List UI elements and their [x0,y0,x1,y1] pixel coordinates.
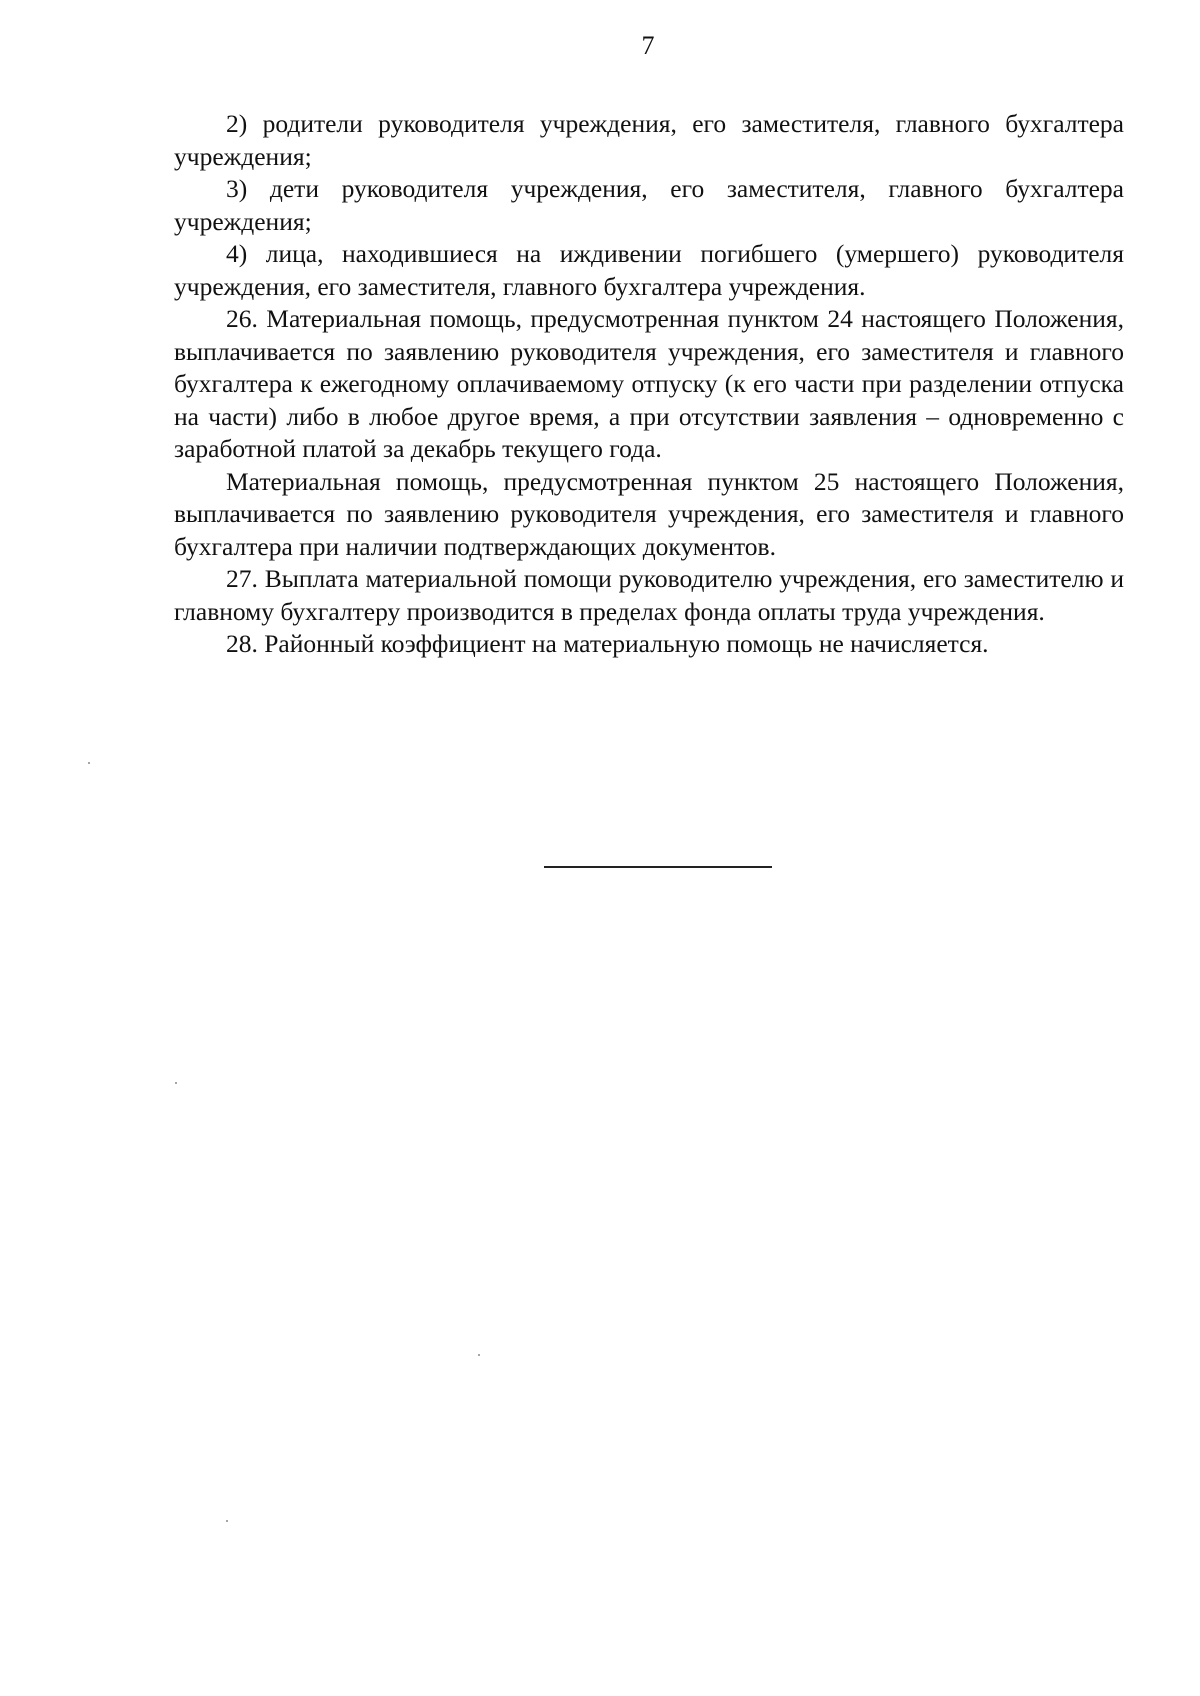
list-item-children: 3) дети руководителя учреждения, его заместителя, главного бухгалтера учреждения; [174,174,1124,236]
scan-speck [88,762,90,764]
clause-26-continuation: Материальная помощь, предусмотренная пунктом 25 настоящего Положения, выплачивается по заявлению руководителя учреждения, его заместителя и главного бухгалтера при наличии подтверждающих документов. [174,466,1124,561]
clause-26: 26. Материальная помощь, предусмотренная пунктом 24 настоящего Положения, выплачивается по заявлению руководителя учреждения, его заместителя и главного бухгалтера к ежегодному оплачиваемому отпуску (к его части при разделении отпуска на части) либо в любое другое время, а при отсутствии заявления – одновременно с заработной платой за декабрь текущего года. [174,304,1124,463]
end-of-document-line [544,866,772,868]
scan-speck [175,1082,177,1084]
clause-28: 28. Районный коэффициент на материальную помощь не начисляется. [226,629,989,658]
list-item-parents: 2) родители руководителя учреждения, его заместителя, главного бухгалтера учреждения; [174,109,1124,171]
list-item-dependents: 4) лица, находившиеся на иждивении погибшего (умершего) руководителя учреждения, его заместителя, главного бухгалтера учреждения. [174,239,1124,301]
page-number: 7 [641,31,655,60]
scan-speck [226,1520,228,1522]
document-body [174,108,1124,661]
clause-27: 27. Выплата материальной помощи руководителю учреждения, его заместителю и главному бухгалтеру производится в пределах фонда оплаты труда учреждения. [174,564,1124,626]
scan-speck [478,1354,480,1356]
